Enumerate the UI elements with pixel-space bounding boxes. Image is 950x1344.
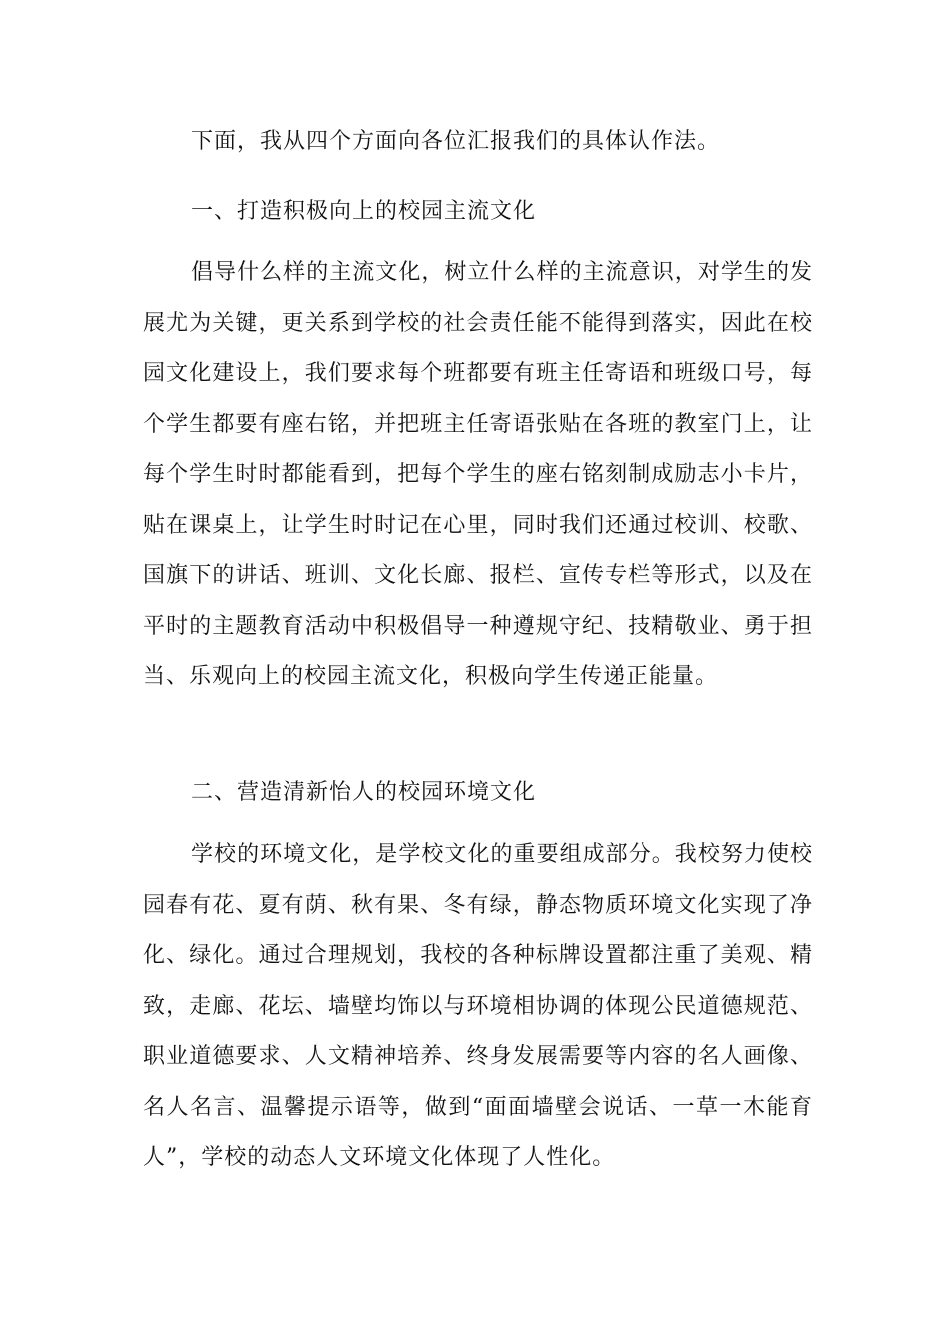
section-2-body: 学校的环境文化，是学校文化的重要组成部分。我校努力使校园春有花、夏有荫、秋有果、冬有绿，静态物质环境文化实现了净化、绿化。通过合理规划，我校的各种标牌设置都注重了美观、精致，走廊、花坛、墙壁均饰以与环境相协调的体现公民道德规范、职业道德要求、人文精神培养、终身发展需要等内容的名人画像、名人名言、温馨提示语等，做到“面面墙壁会说话、一草一木能育人”，学校的动态人文环境文化体现了人性化。 bbox=[143, 842, 813, 1170]
section-1-body: 倡导什么样的主流文化，树立什么样的主流意识，对学生的发展尤为关键，更关系到学校的社会责任能不能得到落实，因此在校园文化建设上，我们要求每个班都要有班主任寄语和班级口号，每个学生都要有座右铭，并把班主任寄语张贴在各班的教室门上，让每个学生时时都能看到，把每个学生的座右铭刻制成励志小卡片，贴在课桌上，让学生时时记在心里，同时我们还通过校训、校歌、国旗下的讲话、班训、文化长廊、报栏、宣传专栏等形式，以及在平时的主题教育活动中积极倡导一种遵规守纪、技精敬业、勇于担当、乐观向上的校园主流文化，积极向学生传递正能量。 bbox=[143, 260, 813, 689]
intro-paragraph: 下面，我从四个方面向各位汇报我们的具体认作法。 bbox=[191, 129, 721, 154]
section-1-heading: 一、打造积极向上的校园主流文化 bbox=[191, 199, 537, 224]
section-2-heading: 二、营造清新怡人的校园环境文化 bbox=[191, 780, 537, 805]
